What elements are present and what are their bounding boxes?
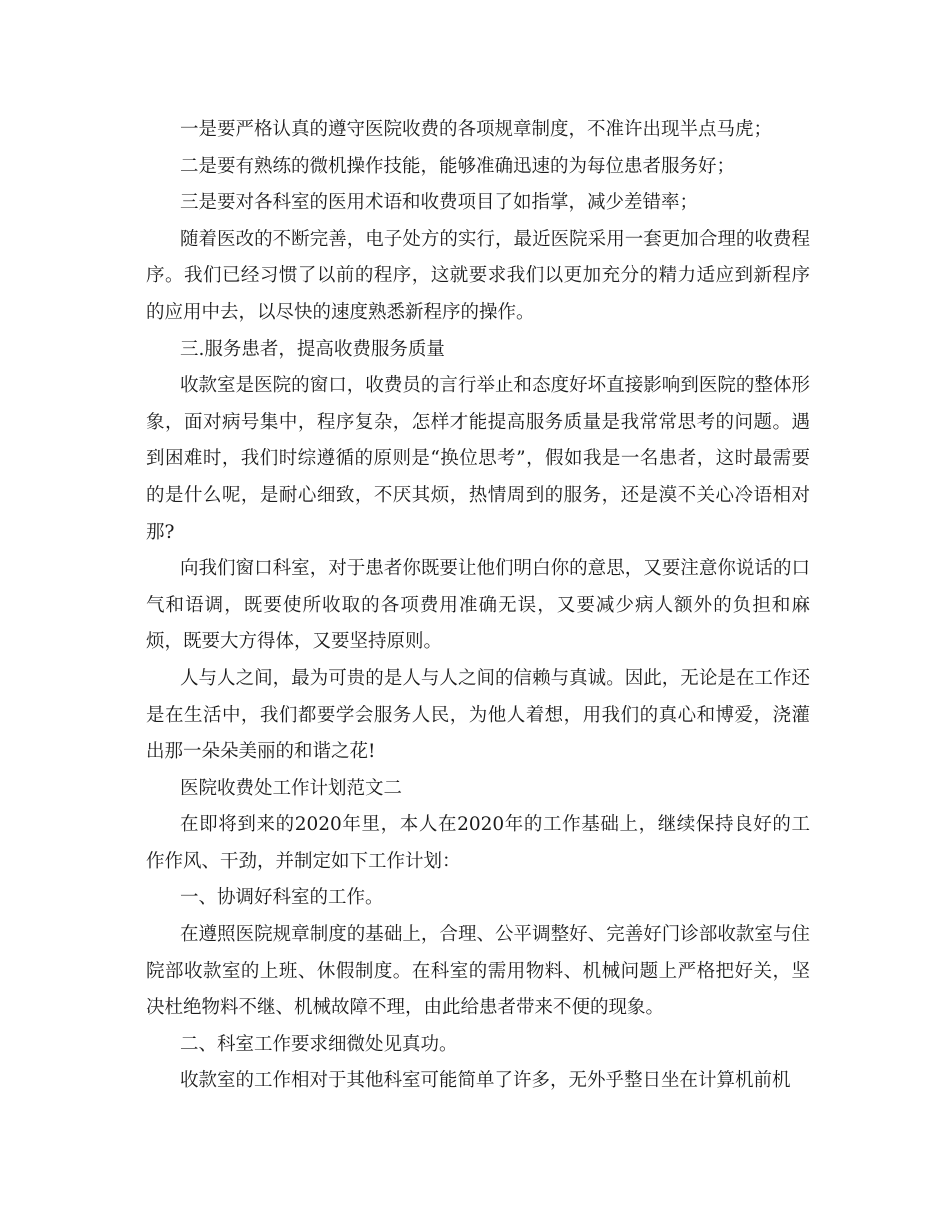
paragraph-window-dept: 向我们窗口科室，对于患者你既要让他们明白你的意思，又要注意你说话的口气和语调，既要使所收取的各项费用准确无误，又要减少病人额外的负担和麻烦，既要大方得体，又要坚持原则。 (146, 558, 810, 653)
paragraph-window-image: 收款室是医院的窗口，收费员的言行举止和态度好坏直接影响到医院的整体形象，面对病号集中，程序复杂，怎样才能提高服务质量是我常常思考的问题。遇到困难时，我们时综遵循的原则是“换位思考”，假如我是一名患者，这时最需要的是什么呢，是耐心细致，不厌其烦，热情周到的服务，还是漠不关心冷语相对那? (146, 375, 810, 543)
paragraph-trust-sincerity: 人与人之间，最为可贵的是人与人之间的信赖与真诚。因此，无论是在工作还是在生活中，我们都要学会服务人民，为他人着想，用我们的真心和博爱，浇灌出那一朵朵美丽的和谐之花! (146, 667, 810, 763)
paragraph-plan-intro: 在即将到来的2020年里，本人在2020年的工作基础上，继续保持良好的工作作风、干劲，并制定如下工作计划： (146, 814, 810, 872)
document-body (146, 112, 810, 1100)
paragraph-terminology: 三是要对各科室的医用术语和收费项目了如指掌，减少差错率； (180, 192, 699, 214)
paragraph-coordinate-detail: 在遵照医院规章制度的基础上，合理、公平调整好、完善好门诊部收款室与住院部收款室的上班、休假制度。在科室的需用物料、机械问题上严格把好关，坚决杜绝物料不继、机械故障不理，由此给患者带来不便的现象。 (146, 924, 810, 1019)
paragraph-new-program: 随着医改的不断完善，电子处方的实行，最近医院采用一套更加合理的收费程序。我们已经习惯了以前的程序，这就要求我们以更加充分的精力适应到新程序的应用中去，以尽快的速度熟悉新程序的操作。 (146, 228, 810, 323)
section-heading-coordinate: 一、协调好科室的工作。 (180, 887, 384, 909)
section-heading-plan-two: 医院收费处工作计划范文二 (180, 777, 403, 799)
paragraph-cashier-work: 收款室的工作相对于其他科室可能简单了许多，无外乎整日坐在计算机前机 (180, 1070, 791, 1092)
section-heading-serve-patients: 三.服务患者，提高收费服务质量 (180, 338, 445, 360)
paragraph-computer-skills: 二是要有熟练的微机操作技能，能够准确迅速的为每位患者服务好； (180, 155, 736, 177)
paragraph-rule-compliance: 一是要严格认真的遵守医院收费的各项规章制度，不准许出现半点马虎； (180, 119, 773, 140)
section-heading-details: 二、科室工作要求细微处见真功。 (180, 1033, 458, 1055)
